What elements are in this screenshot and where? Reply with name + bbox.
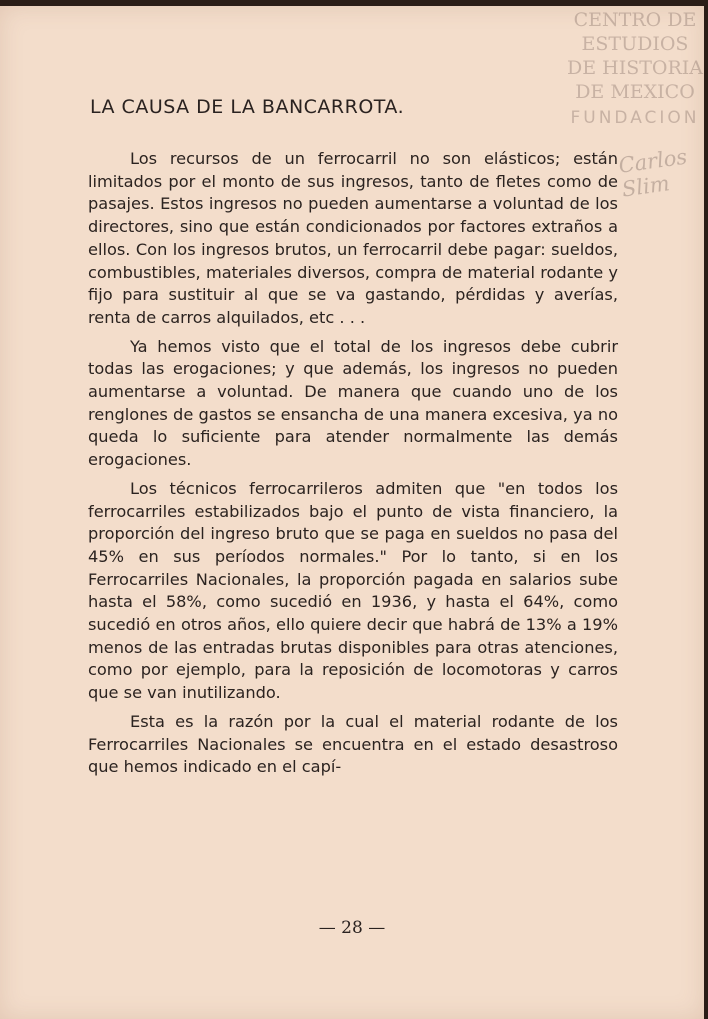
watermark-line: CENTRO DE xyxy=(573,9,697,31)
section-heading: LA CAUSA DE LA BANCARROTA. xyxy=(90,96,405,118)
paragraph-1: Los recursos de un ferrocarril no son elásticos; están limitados por el monto de sus ingresos, tanto de fletes como de pasajes. Estos ingresos no pueden aumentarse a voluntad de los directores, sino que están condicionados por factores extraños a ellos. Con los ingresos brutos, un ferrocarril debe pagar: sueldos, combustibles, materiales diversos, compra de material rodante y fijo para sustituir al que se va gastando, pérdidas y averías, renta de carros alquilados, etc . . . xyxy=(88,149,618,327)
watermark-foundation: FUNDACION xyxy=(570,108,700,128)
scan-right-edge xyxy=(704,0,708,1019)
watermark-line: DE HISTORIA xyxy=(566,57,703,79)
watermark-line: ESTUDIOS xyxy=(581,33,689,55)
paragraph-4: Esta es la razón por la cual el material rodante de los Ferrocarriles Nacionales se encuentra en el estado desastroso que hemos indicado en el capí- xyxy=(88,711,618,777)
paragraph-2: Ya hemos visto que el total de los ingresos debe cubrir todas las erogaciones; y que además, los ingresos no pueden aumentarse a voluntad. De manera que cuando uno de los renglones de gastos se ensancha de una manera excesiva, ya no queda lo suficiente para atender normalmente las demás erogaciones. xyxy=(88,336,618,470)
paragraph-3: Los técnicos ferrocarrileros admiten que "en todos los ferrocarriles estabilizados bajo el punto de vista financiero, la proporción del ingreso bruto que se paga en sueldos no pasa del 45% en sus períodos normales." Por lo tanto, si en los Ferrocarriles Nacionales, la proporción pagada en salarios sube hasta el 58%, como sucedió en 1936, y hasta el 64%, como sucedió en otros años, ello quiere decir que habrá de 13% a 19% menos de las entradas brutas disponibles para otras atenciones, como por ejemplo, para la reposición de locomotoras y carros que se van inutilizando. xyxy=(88,478,618,703)
watermark-signature: Carlos Slim xyxy=(617,144,689,202)
body-text xyxy=(88,148,618,785)
archive-watermark xyxy=(560,8,708,130)
watermark-line: DE MEXICO xyxy=(575,81,695,103)
document-page xyxy=(0,6,704,1019)
page-number: — 28 — xyxy=(318,918,386,938)
